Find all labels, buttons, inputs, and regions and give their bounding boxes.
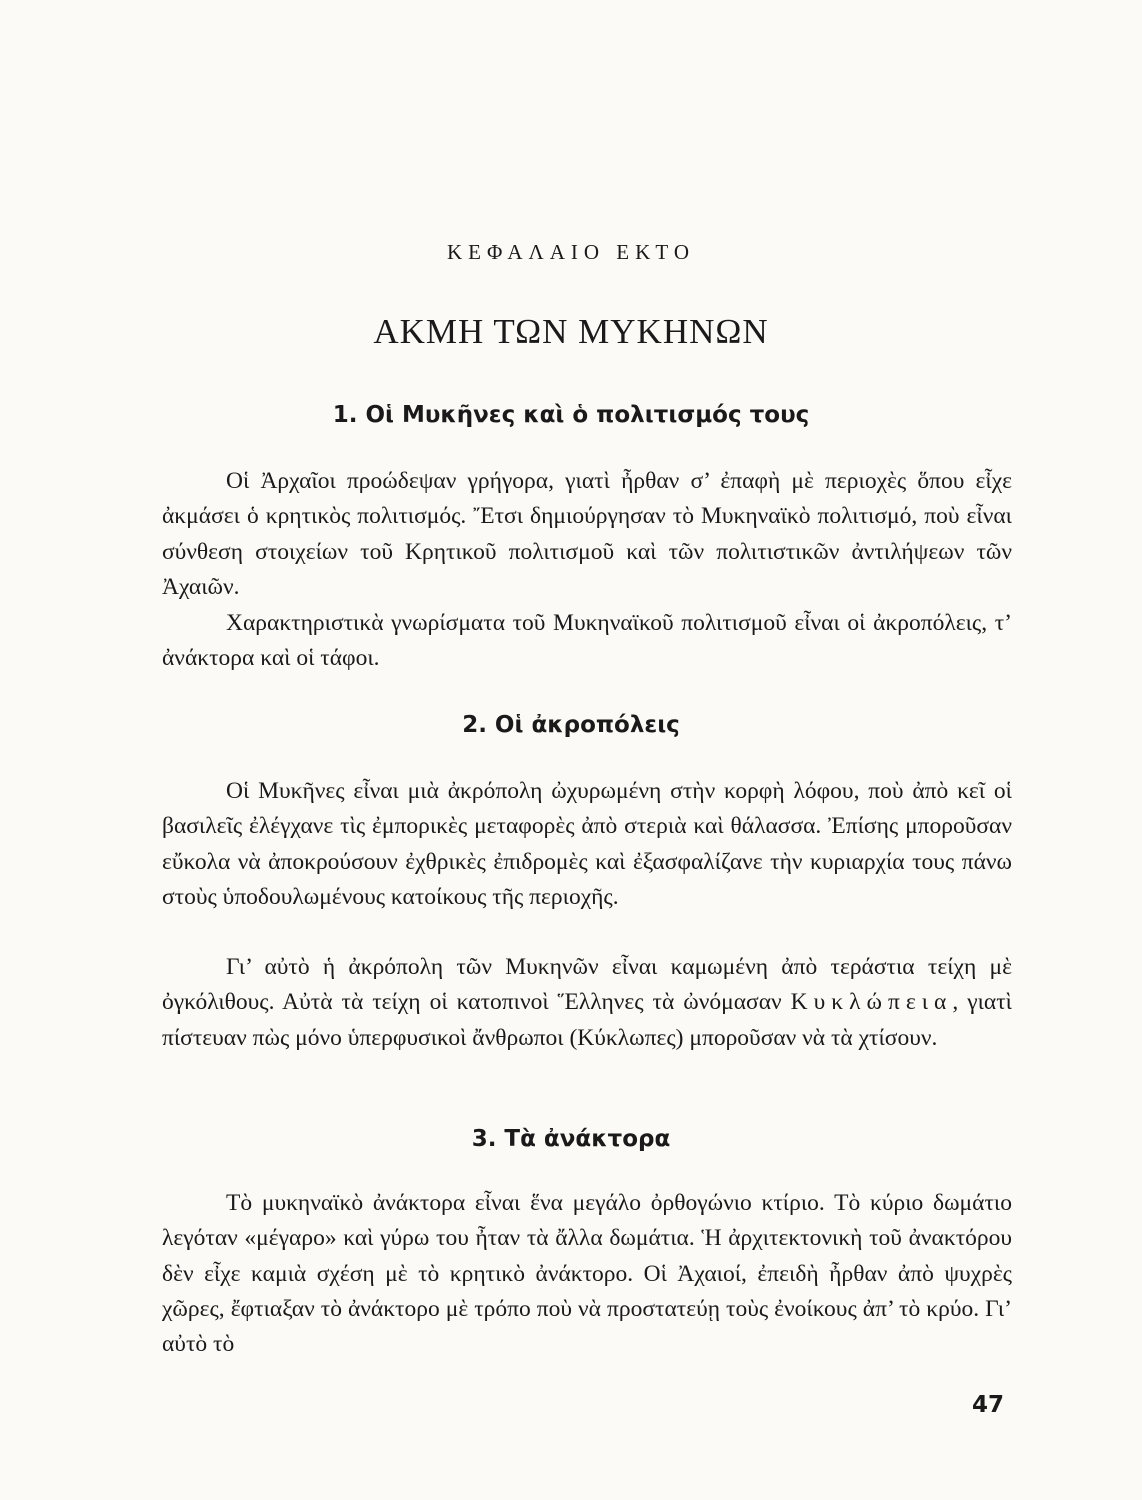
- paragraph: Οἱ Μυκῆνες εἶναι μιὰ ἀκρόπολη ὠχυρωμένη στὴν κορφὴ λόφου, ποὺ ἀπὸ κεῖ οἱ βασιλεῖς ἐλέγχανε τὶς ἐμπορικὲς μεταφορὲς ἀπὸ στεριὰ καὶ θάλασσα. Ἐπίσης μποροῦσαν εὔκολα νὰ ἀποκρούσουν ἐχθρικὲς ἐπιδρομὲς καὶ ἐξασφαλίζανε τὴν κυριαρχία τους πάνω στοὺς ὑποδουλωμένους κατοίκους τῆς περιοχῆς.: [162, 778, 1012, 910]
- paragraph: Χαρακτηριστικὰ γνωρίσματα τοῦ Μυκηναϊκοῦ πολιτισμοῦ εἶναι οἱ ἀκροπόλεις, τ’ ἀνάκτορα καὶ οἱ τάφοι.: [162, 610, 1012, 672]
- paragraph: [162, 950, 1012, 1056]
- paragraph: Οἱ Ἀρχαῖοι προώδεψαν γρήγορα, γιατὶ ἦρθαν σ’ ἐπαφὴ μὲ περιοχὲς ὅπου εἶχε ἀκμάσει ὁ κρητικὸς πολιτισμός. Ἔτσι δημιούργησαν τὸ Μυκηναϊκὸ πολιτισμό, ποὺ εἶναι σύνθεση στοιχείων τοῦ Κρητικοῦ πολιτισμοῦ καὶ τῶν πολιτιστικῶν ἀντιλήψεων τῶν Ἀχαιῶν.: [162, 468, 1012, 600]
- emphasized-term: Κυκλώπεια: [790, 989, 953, 1016]
- section-heading-1: 1. Οἱ Μυκῆνες καὶ ὁ πολιτισμός τους: [332, 402, 810, 428]
- section-heading-3: 3. Τὰ ἀνάκτορα: [471, 1126, 671, 1152]
- section-heading-2: 2. Οἱ ἀκροπόλεις: [462, 712, 680, 738]
- paragraph: Τὸ μυκηναϊκὸ ἀνάκτορα εἶναι ἕνα μεγάλο ὀρθογώνιο κτίριο. Τὸ κύριο δωμάτιο λεγόταν «μέγαρο» καὶ γύρω του ἦταν τὰ ἄλλα δωμάτια. Ἡ ἀρχιτεκτονικὴ τοῦ ἀνακτόρου δὲν εἶχε καμιὰ σχέση μὲ τὸ κρητικὸ ἀνάκτορο. Οἱ Ἀχαιοί, ἐπειδὴ ἦρθαν ἀπὸ ψυχρὲς χῶρες, ἔφτιαξαν τὸ ἀνάκτορο μὲ τρόπο ποὺ νὰ προστατεύῃ τοὺς ἐνοίκους ἀπ’ τὸ κρύο. Γι’ αὐτὸ τὸ: [162, 1190, 1012, 1358]
- page-number: 47: [971, 1392, 1004, 1418]
- paragraph-text: Γι’ αὐτὸ ἡ ἀκρόπολη τῶν Μυκηνῶν εἶναι καμωμένη ἀπὸ τεράστια τείχη μὲ ὀγκόλιθους. Αὐτὰ τὰ τείχη οἱ κατοπινοὶ Ἕλληνες τὰ ὠνόμασαν: [162, 954, 1012, 1016]
- chapter-title: ΑΚΜΗ ΤΩΝ ΜΥΚΗΝΩΝ: [373, 312, 769, 351]
- paragraph-text: , γιατὶ πίστευαν πὼς μόνο ὑπερφυσικοὶ ἄνθρωποι (Κύκλωπες) μποροῦσαν νὰ τὰ χτίσουν.: [162, 989, 1012, 1051]
- chapter-label: ΚΕΦΑΛΑΙΟ ΕΚΤΟ: [447, 240, 695, 264]
